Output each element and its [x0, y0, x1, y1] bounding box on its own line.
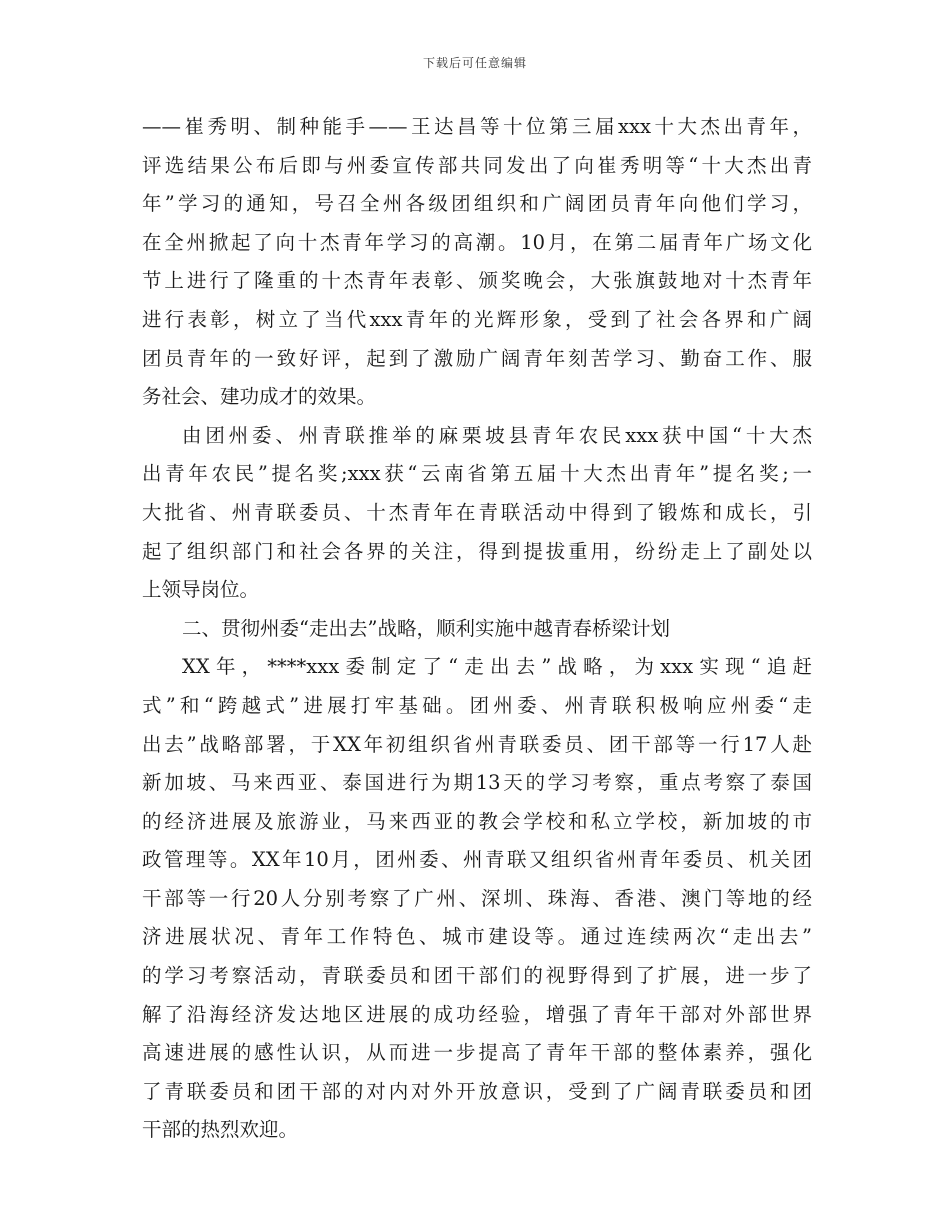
document-body [142, 108, 812, 1150]
text-line: 的经济进展及旅游业，马来西亚的教会学校和私立学校，新加坡的市 [142, 809, 812, 833]
text-line: XX年，****xxx委制定了“走出去”战略，为xxx实现“追赶 [182, 655, 812, 679]
text-line: 年”学习的通知，号召全州各级团组织和广阔团员青年向他们学习， [142, 192, 812, 216]
text-line: 团员青年的一致好评，起到了激励广阔青年刻苦学习、勤奋工作、服 [142, 346, 812, 370]
text-line: 新加坡、马来西亚、泰国进行为期13天的学习考察，重点考察了泰国 [142, 771, 812, 795]
text-line: 政管理等。XX年10月，团州委、州青联又组织省州青年委员、机关团 [142, 848, 812, 872]
text-line: 节上进行了隆重的十杰青年表彰、颁奖晚会，大张旗鼓地对十杰青年 [142, 269, 812, 293]
text-line: 务社会、建功成才的效果。 [142, 385, 377, 409]
text-line: 上领导岗位。 [142, 578, 260, 602]
text-line: 式”和“跨越式”进展打牢基础。团州委、州青联积极响应州委“走 [142, 693, 812, 717]
text-line: 济进展状况、青年工作特色、城市建设等。通过连续两次“走出去” [142, 925, 812, 949]
text-line: 出青年农民”提名奖;xxx获“云南省第五届十大杰出青年”提名奖;一 [142, 462, 812, 486]
text-line: 由团州委、州青联推举的麻栗坡县青年农民xxx获中国“十大杰 [182, 423, 812, 447]
text-line: 高速进展的感性认识，从而进一步提高了青年干部的整体素养，强化 [142, 1041, 812, 1065]
page-header: 下载后可任意编辑 [422, 56, 527, 70]
text-line: 大批省、州青联委员、十杰青年在青联活动中得到了锻炼和成长，引 [142, 500, 812, 524]
text-line: ——崔秀明、制种能手——王达昌等十位第三届xxx十大杰出青年， [142, 115, 812, 138]
text-line: 解了沿海经济发达地区进展的成功经验，增强了青年干部对外部世界 [142, 1002, 812, 1026]
text-line: 在全州掀起了向十杰青年学习的高潮。10月，在第二届青年广场文化 [142, 230, 812, 254]
text-line: 干部等一行20人分别考察了广州、深圳、珠海、香港、澳门等地的经 [142, 886, 812, 910]
text-line: 出去”战略部署，于XX年初组织省州青联委员、团干部等一行17人赴 [142, 732, 812, 756]
text-line: 评选结果公布后即与州委宣传部共同发出了向崔秀明等“十大杰出青 [142, 153, 812, 177]
text-line: 了青联委员和团干部的对内对外开放意识，受到了广阔青联委员和团 [142, 1079, 812, 1103]
text-line: 干部的热烈欢迎。 [142, 1118, 299, 1142]
text-line: 进行表彰，树立了当代xxx青年的光辉形象，受到了社会各界和广阔 [142, 307, 812, 331]
text-line: 的学习考察活动，青联委员和团干部们的视野得到了扩展，进一步了 [142, 964, 812, 988]
text-line: 二、贯彻州委“走出去”战略，顺利实施中越青春桥梁计划 [182, 616, 670, 640]
text-line: 起了组织部门和社会各界的关注，得到提拔重用，纷纷走上了副处以 [142, 539, 812, 563]
